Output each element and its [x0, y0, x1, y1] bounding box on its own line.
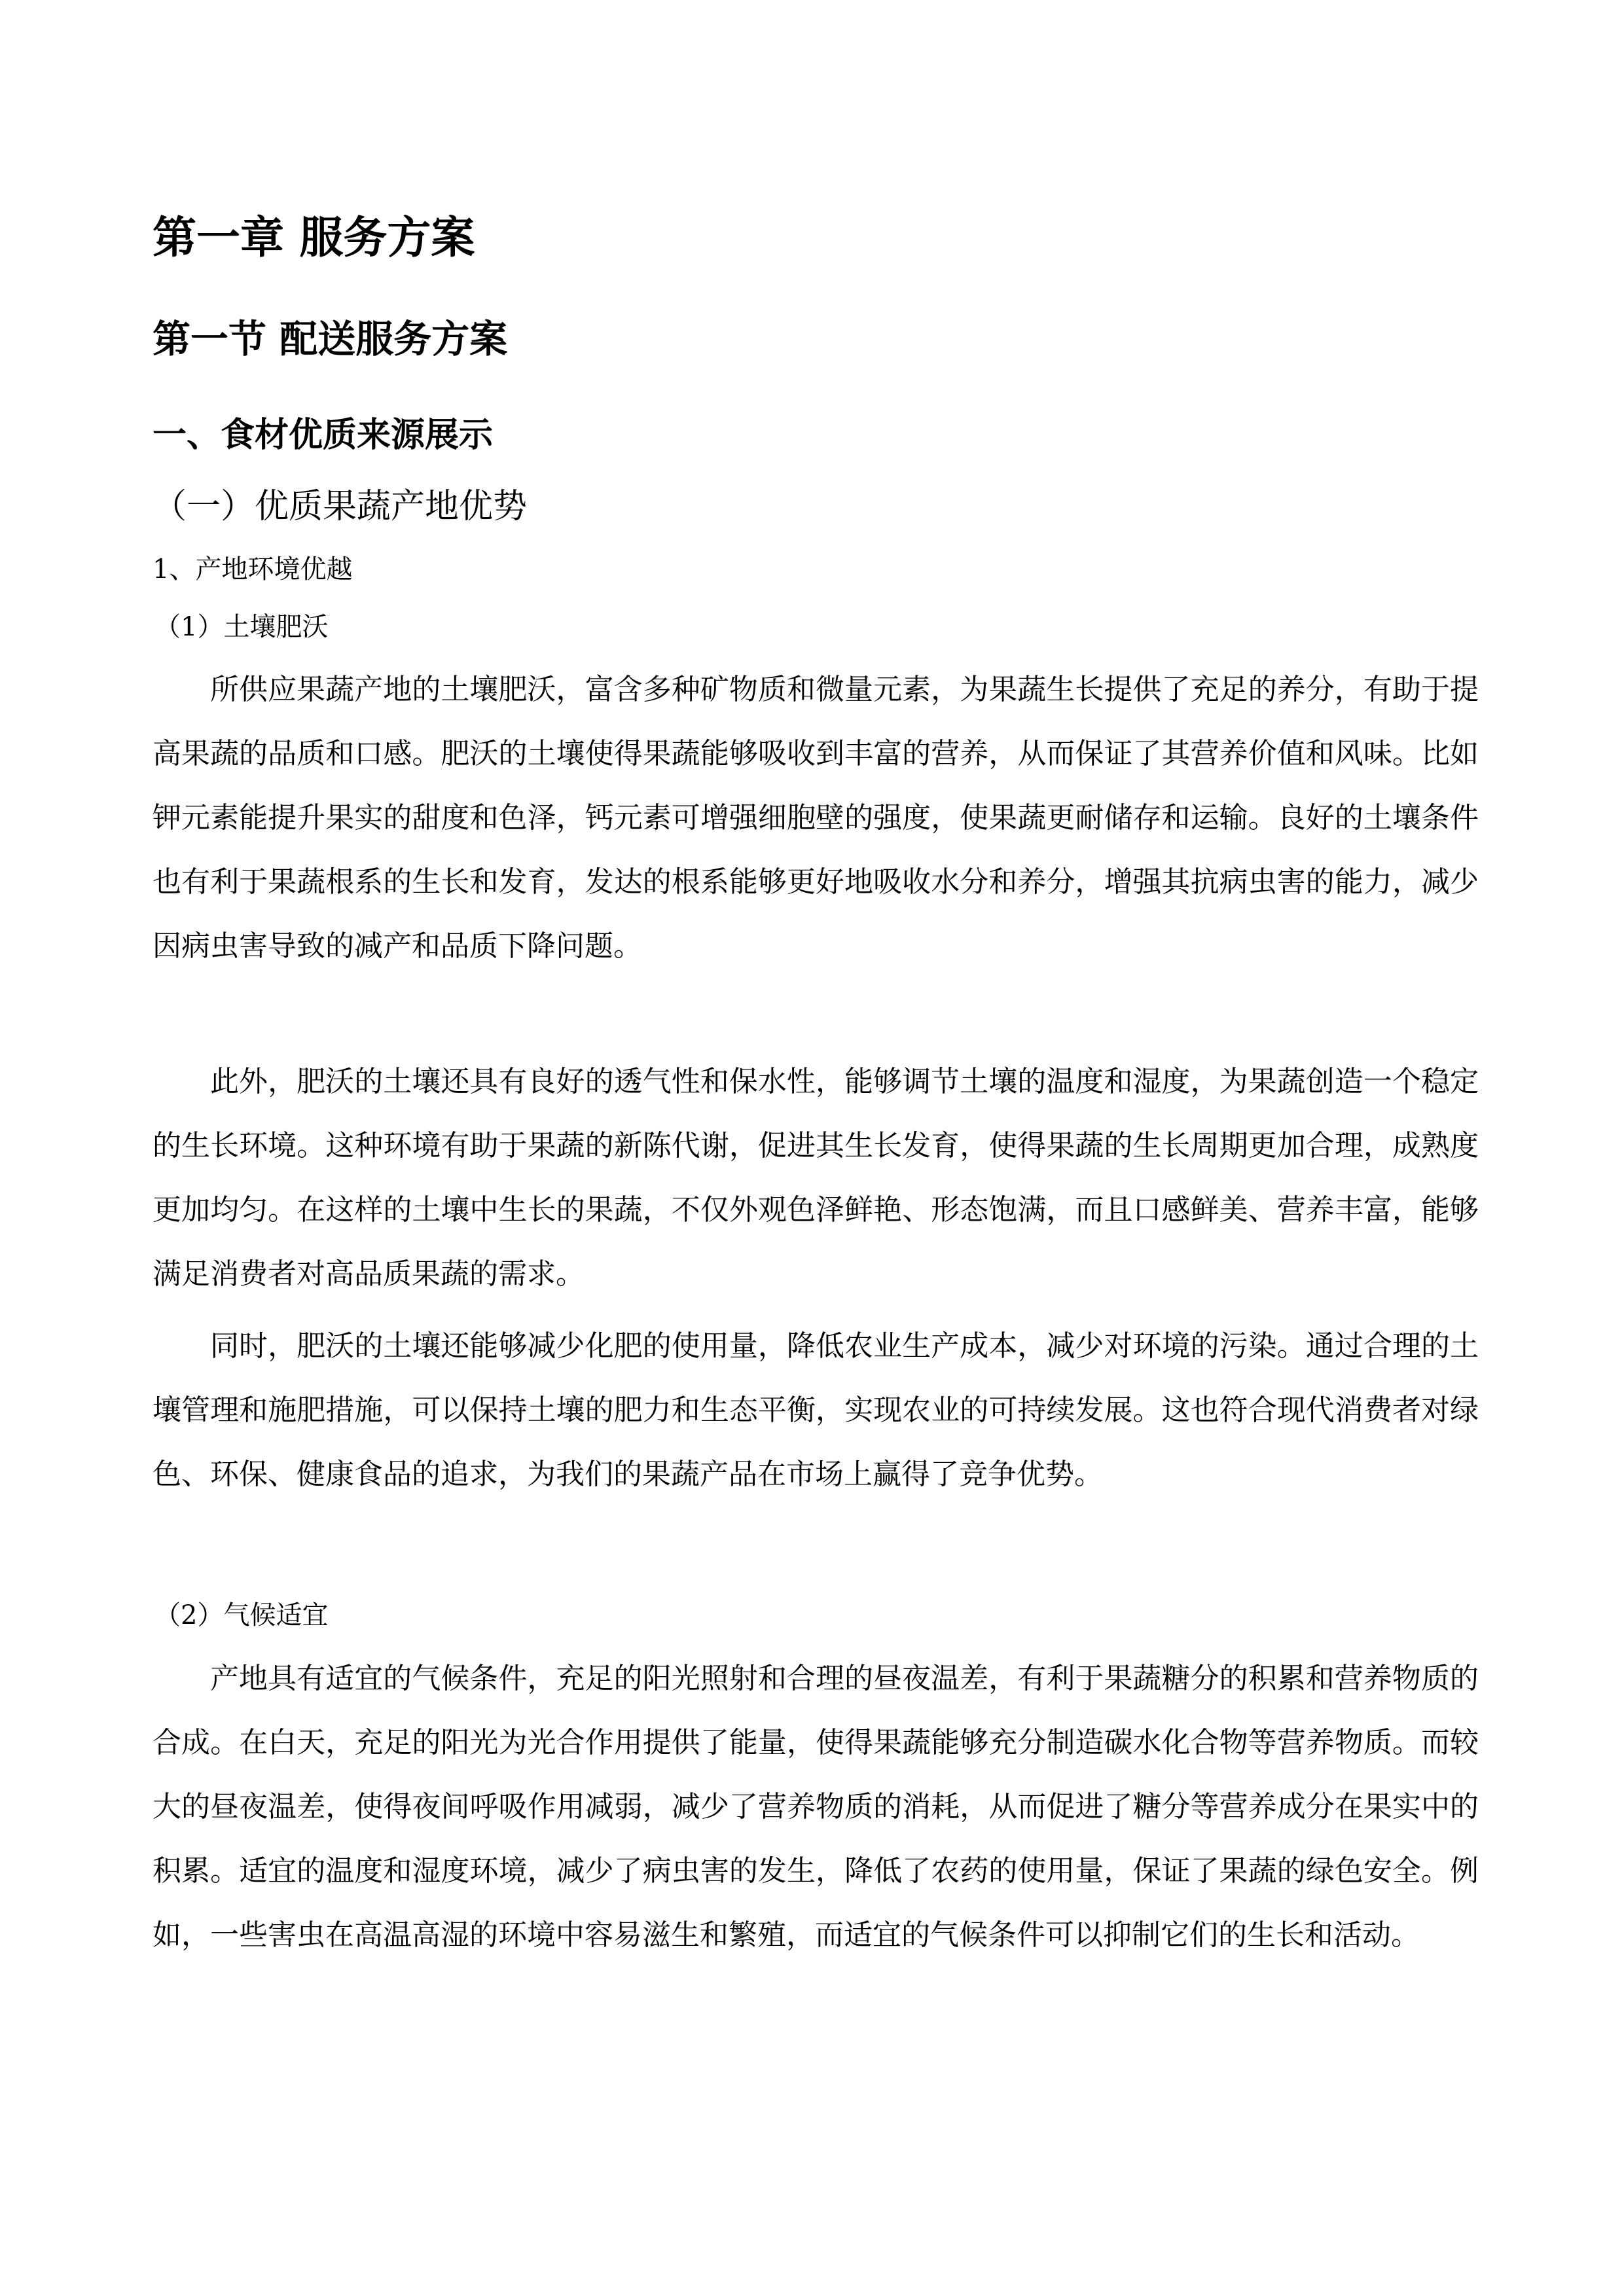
- item-title: 1、产地环境优越: [153, 554, 353, 584]
- section-title: 第一节 配送服务方案: [153, 317, 508, 361]
- point-heading-climate: （2）气候适宜: [154, 1600, 329, 1630]
- point-heading-soil: （1）土壤肥沃: [154, 612, 329, 642]
- paragraph-soil-nutrients: 所供应果蔬产地的土壤肥沃，富含多种矿物质和微量元素，为果蔬生长提供了充足的养分，有助于提高果蔬的品质和口感。肥沃的土壤使得果蔬能够吸收到丰富的营养，从而保证了其营养价值和风味。比如钾元素能提升果实的甜度和色泽，钙元素可增强细胞壁的强度，使果蔬更耐储存和运输。良好的土壤条件也有利于果蔬根系的生长和发育，发达的根系能够更好地吸收水分和养分，增强其抗病虫害的能力，减少因病虫害导致的减产和品质下降问题。: [153, 673, 1479, 963]
- paragraph-soil-environment: 此外，肥沃的土壤还具有良好的透气性和保水性，能够调节土壤的温度和湿度，为果蔬创造一个稳定的生长环境。这种环境有助于果蔬的新陈代谢，促进其生长发育，使得果蔬的生长周期更加合理，成熟度更加均匀。在这样的土壤中生长的果蔬，不仅外观色泽鲜艳、形态饱满，而且口感鲜美、营养丰富，能够满足消费者对高品质果蔬的需求。: [153, 1065, 1479, 1291]
- subsection-title: （一）优质果蔬产地优势: [153, 487, 528, 526]
- chapter-title: 第一章 服务方案: [153, 212, 475, 263]
- part-title: 一、食材优质来源展示: [153, 416, 494, 455]
- paragraph-climate: 产地具有适宜的气候条件，充足的阳光照射和合理的昼夜温差，有利于果蔬糖分的积累和营养物质的合成。在白天，充足的阳光为光合作用提供了能量，使得果蔬能够充分制造碳水化合物等营养物质。而较大的昼夜温差，使得夜间呼吸作用减弱，减少了营养物质的消耗，从而促进了糖分等营养成分在果实中的积累。适宜的温度和湿度环境，减少了病虫害的发生，降低了农药的使用量，保证了果蔬的绿色安全。例如，一些害虫在高温高湿的环境中容易滋生和繁殖，而适宜的气候条件可以抑制它们的生长和活动。: [153, 1662, 1479, 1952]
- paragraph-soil-sustainability: 同时，肥沃的土壤还能够减少化肥的使用量，降低农业生产成本，减少对环境的污染。通过合理的土壤管理和施肥措施，可以保持土壤的肥力和生态平衡，实现农业的可持续发展。这也符合现代消费者对绿色、环保、健康食品的追求，为我们的果蔬产品在市场上赢得了竞争优势。: [153, 1329, 1479, 1491]
